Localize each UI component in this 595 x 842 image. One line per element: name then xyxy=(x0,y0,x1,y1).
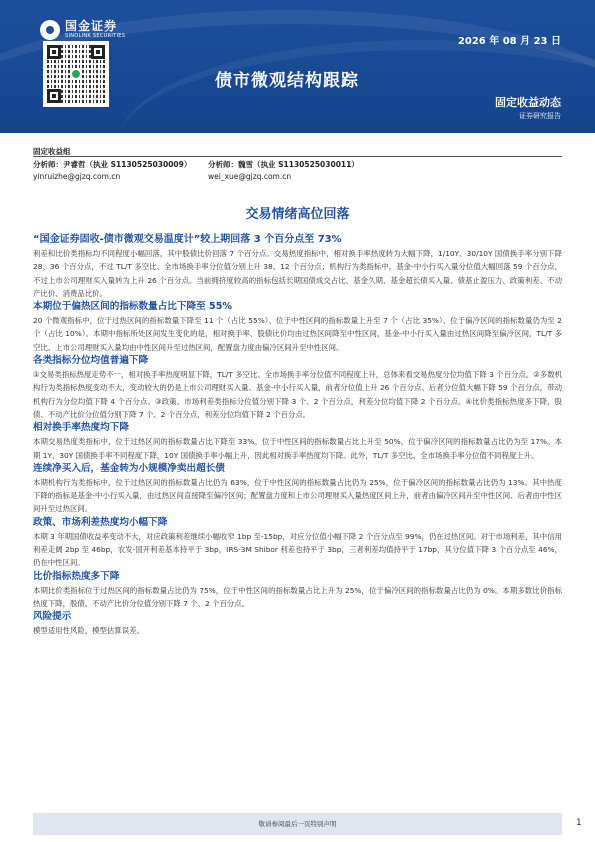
section-paragraph: 本期比价类指标位于过热区间的指标数量占比仍为 75%，位于中性区间的指标数量占比上升为 25%，位于偏冷区间的指标数量占比仍为 0%。本期多数比价指标热度下降，股债、不动产比价分位值分别下降 7 个、2 个百分点。 xyxy=(33,585,562,608)
main-heading: 交易情绪高位回落 xyxy=(245,207,350,222)
qr-code-icon xyxy=(43,41,109,107)
footer-bar xyxy=(33,813,562,835)
section-title: “国金证券固收-债市微观交易温度计”较上期回落 3 个百分点至 73% xyxy=(33,234,342,245)
report-header xyxy=(0,0,595,133)
analyst-name: 分析师：魏雪（执业 S1130525030011） xyxy=(208,160,359,169)
report-date: 2026 年 08 月 23 日 xyxy=(457,36,561,47)
section-paragraph: ①交易类指标热度走势不一，相对换手率热度明显下降，TL/T 多空比、全市场换手率分位值不同程度上升，总体来看交易热度分位均值下降 3 个百分点。②多数机构行为类指标热度变动不大，变动较大的仍是上市公司理财买入量、基金-中小行买入量，前者分位值上升 26 个百分点、后者分位值大幅下降 59 个百分点，带动机构行为分位均值下降 4 个百分点。③政策、市场利差类指标分位值分别下降 3 个、2 个百分点，利差分位均值下降 2 个百分点。④比价类指标热度多下降，股债、不动产比价分位值分别下降 7 个、2 个百分点，利差分位均值下降 2 个百分点。 xyxy=(33,370,562,419)
brand-name-cn: 国金证券 xyxy=(65,19,118,33)
team-name: 固定收益组 xyxy=(33,147,71,156)
section-paragraph: 利差和比价类指标均不同程度小幅回落，其中股债比价回落 7 个百分点。交易热度指标中，相对换手率热度转为大幅下降，1/10Y、30/10Y 国债换手率分别下降 28、36 个百分点，不过 TL/T 多空比、全市场换手率分位值分别上升 38、12 个百分点；机构行为类指标中，基金-中小行买入量分位值大幅回落 59 个百分点，不过上市公司理财买入量转为上升 26 个百分点。当前拥挤度较高的指标包括长期国债成交占比、基金久期、基金超长债买入量、债基止盈压力、政策利差、不动产比价、消费品比价。 xyxy=(33,249,562,298)
report-subtype: 证券研究报告 xyxy=(519,112,561,120)
wechat-logo-icon xyxy=(70,68,82,80)
brand-logo xyxy=(40,20,125,40)
section-title: 本期位于偏热区间的指标数量占比下降至 55% xyxy=(33,301,232,313)
section-paragraph: 模型适用性风险，模型估算误差。 xyxy=(33,626,144,636)
page-number: 1 xyxy=(576,818,582,828)
section-title: 比价指标热度多下降 xyxy=(33,570,120,582)
section-paragraph: 20 个微观指标中，位于过热区间的指标数量下降至 11 个（占比 55%）、位于中性区间的指标数量上升至 7 个（占比 35%）、位于偏冷区间的指标数量仍为至 2 个（占比 10%）。本期中指标所处区间发生变化的是，相对换手率、股债比价均由过热区间降至中性区间，基金-中小行买入量由过热区间降至偏冷区间，TL/T 多空比、上市公司理财买入量均由中性区间升至过热区间，配置盘力度由偏冷区间升至中性区间。 xyxy=(33,316,562,352)
section-title: 政策、市场利差热度均小幅下降 xyxy=(33,516,168,528)
section-paragraph: 本期机构行为类指标中，位于过热区间的指标数量占比仍为 63%，位于中性区间的指标数量占比仍为 25%，位于偏冷区间的指标数量占比仍为 13%。其中热度下降的指标是基金-中小行买入量，由过热区间直接降至偏冷区间；配置盘力度和上市公司理财买入量热度区间上升，前者由偏冷区间升至中性区间、后者由中性区间升至过热区间。 xyxy=(33,477,562,514)
page-footer xyxy=(0,813,595,842)
section-paragraph: 本期交易热度类指标中，位于过热区间的指标数量占比下降至 33%、位于中性区间的指标数量占比上升至 50%，位于偏冷区间的指标数量占比仍为至 17%。本期 1Y、30Y 国债换手率不同程度下降，10Y 国债换手率小幅上升，因此相对换手率热度均下降。此外，TL/T 多空比、全市场换手率分位值不同程度上升。 xyxy=(33,437,562,460)
analyst-email-link[interactable]: yinruizhe@gjzq.com.cn xyxy=(33,172,121,181)
brand-logo-icon xyxy=(40,20,60,40)
analyst-name: 分析师：尹睿哲（执业 S1130525030009） xyxy=(33,160,192,169)
document-title: 债市微观结构跟踪 xyxy=(215,71,359,91)
footer-disclaimer: 敬请参阅最后一页特别声明 xyxy=(258,820,337,828)
section-title: 各类指标分位均值普遍下降 xyxy=(33,355,149,367)
section-title: 相对换手率热度均下降 xyxy=(33,422,129,434)
section-paragraph: 本期 3 年期国债收益率变动不大，对应政策利差继续小幅收窄 1bp 至-15bp，对应分位值小幅下降 2 个百分点至 99%，仍在过热区间。对于市场利差，其中信用利差走阔 2bp 至 46bp，农发-国开利差基本持平于 3bp，IRS-3M Shibor 利差也持平于 3bp，三者利差均值持平于 17bp，其分位值下降 3 个百分点至 46%，仍在中性区间。 xyxy=(33,531,562,568)
section-title: 连续净买入后，基金转为小规模净卖出超长债 xyxy=(33,462,225,474)
analyst-block xyxy=(33,159,191,183)
brand-name-en: SINOLINK SECURITIES xyxy=(65,33,126,39)
report-type: 固定收益动态 xyxy=(495,96,561,109)
divider xyxy=(33,156,562,157)
analyst-block xyxy=(208,159,359,183)
report-body xyxy=(33,233,562,638)
section-title: 风险提示 xyxy=(33,611,72,623)
analyst-email-link[interactable]: wei_xue@gjzq.com.cn xyxy=(208,172,292,181)
